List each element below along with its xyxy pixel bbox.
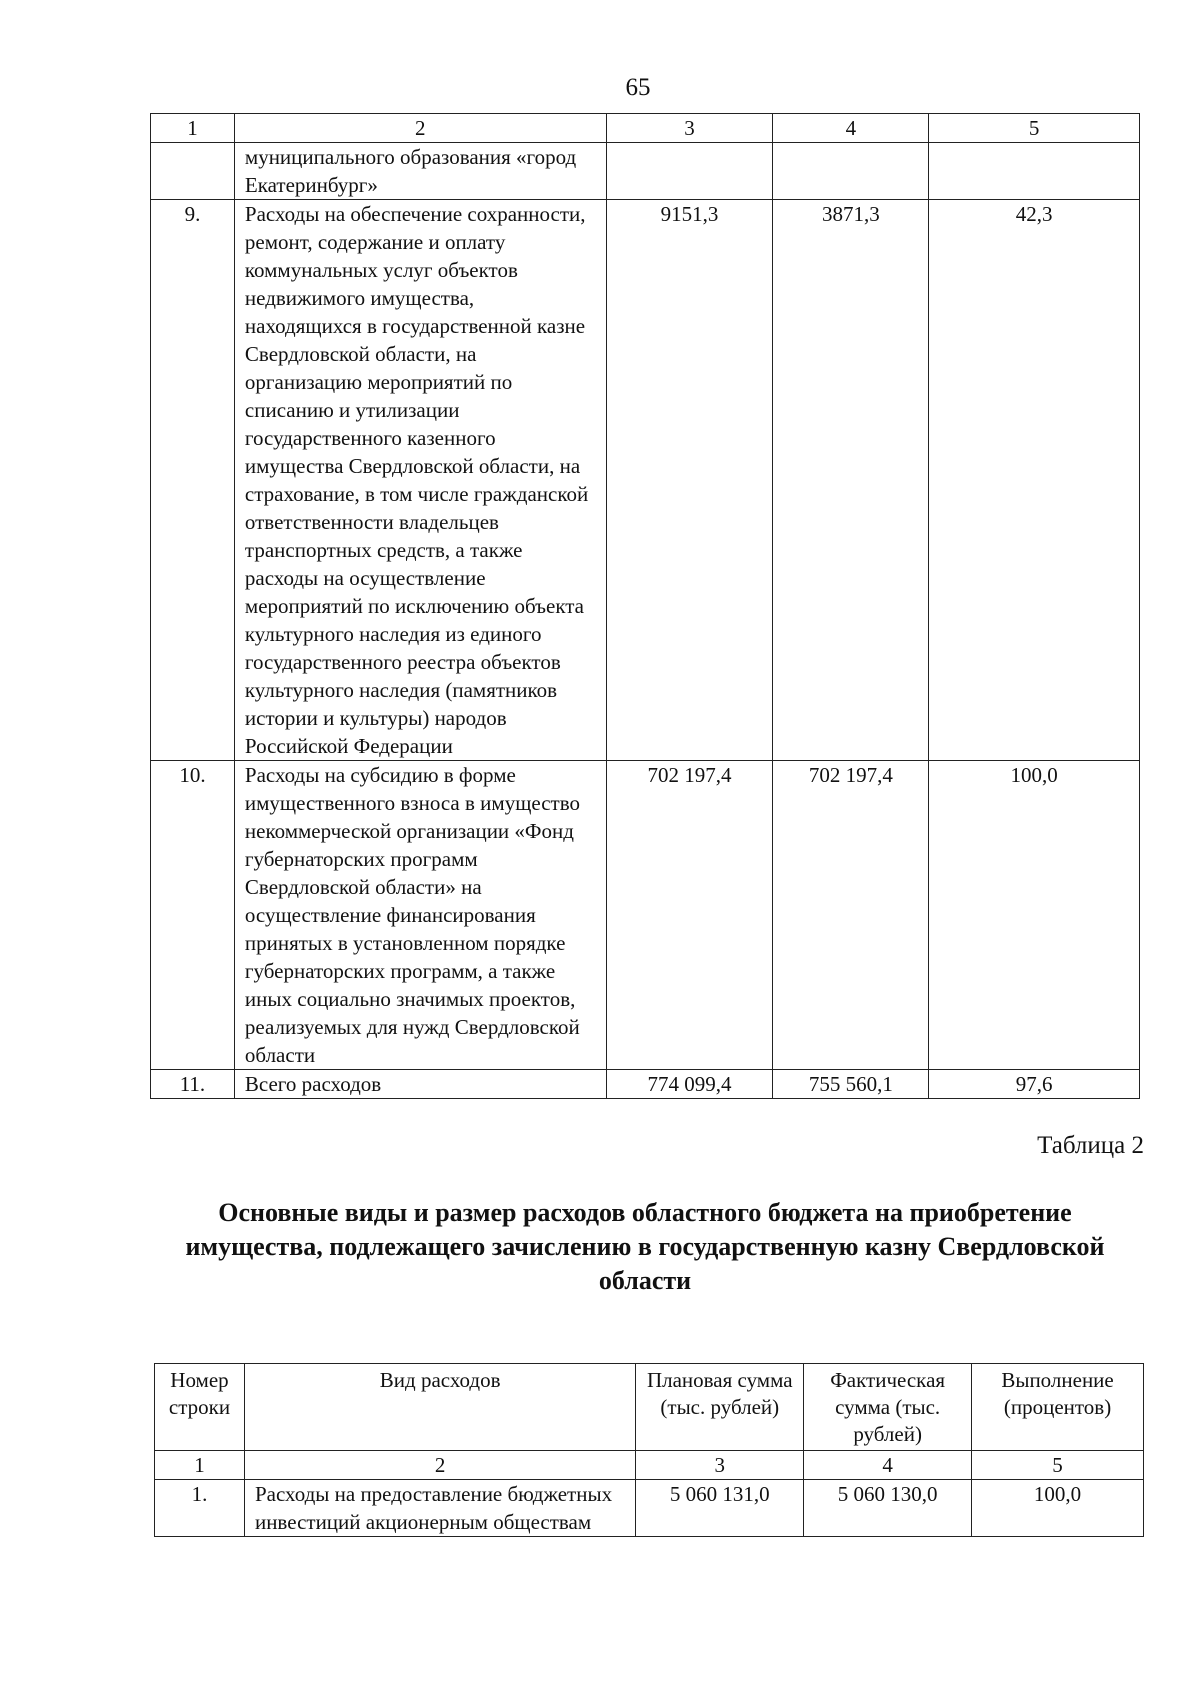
column-number-row (151, 114, 1140, 143)
row-number: 10. (151, 761, 235, 1070)
row-description: Всего расходов (234, 1070, 606, 1099)
plan-amount: 5 060 131,0 (636, 1480, 804, 1537)
fact-amount: 5 060 130,0 (804, 1480, 972, 1537)
execution-percent: 100,0 (929, 761, 1140, 1070)
plan-amount: 774 099,4 (606, 1070, 773, 1099)
row-description: Расходы на предоставление бюджетных инвестиций акционерным обществам (244, 1480, 635, 1537)
column-number: 2 (244, 1451, 635, 1480)
table-row (155, 1480, 1144, 1537)
total-row (151, 1070, 1140, 1099)
column-number: 4 (773, 114, 929, 143)
plan-amount: 9151,3 (606, 200, 773, 761)
column-number: 1 (151, 114, 235, 143)
column-number: 5 (972, 1451, 1144, 1480)
table-caption: Таблица 2 (1037, 1132, 1144, 1159)
column-number: 3 (636, 1451, 804, 1480)
continuation-row (151, 143, 1140, 200)
row-number: 9. (151, 200, 235, 761)
column-number: 2 (234, 114, 606, 143)
row-number: 11. (151, 1070, 235, 1099)
page-number: 65 (625, 74, 651, 101)
fact-amount: 702 197,4 (773, 761, 929, 1070)
column-number-row (155, 1451, 1144, 1480)
plan-amount: 702 197,4 (606, 761, 773, 1070)
table-row (151, 200, 1140, 761)
header-execution: Выполнение (процентов) (972, 1364, 1144, 1451)
header-row-number: Номер строки (155, 1364, 245, 1451)
acquisition-expenses-table (154, 1363, 1144, 1537)
fact-amount: 3871,3 (773, 200, 929, 761)
row-description: Расходы на субсидию в форме имущественного взноса в имущество некоммерческой организации «Фонд губернаторских программ Свердловской области» на осуществление финансирования принятых в установленном порядке губернаторских программ, а также иных социально значимых проектов, реализуемых для нужд Свердловской области (234, 761, 606, 1070)
table-title: Основные виды и размер расходов областного бюджета на приобретение имущества, подлежащего зачислению в государственную казну Свердловской области (185, 1198, 1105, 1295)
header-expense-kind: Вид расходов (244, 1364, 635, 1451)
execution-percent: 97,6 (929, 1070, 1140, 1099)
fact-amount: 755 560,1 (773, 1070, 929, 1099)
column-number: 3 (606, 114, 773, 143)
header-row (155, 1364, 1144, 1451)
table-row (151, 761, 1140, 1070)
column-number: 1 (155, 1451, 245, 1480)
column-number: 5 (929, 114, 1140, 143)
row-number: 1. (155, 1480, 245, 1537)
execution-percent: 100,0 (972, 1480, 1144, 1537)
expenses-table-continued (150, 113, 1140, 1099)
header-plan-amount: Плановая сумма (тыс. рублей) (636, 1364, 804, 1451)
header-fact-amount: Фактическая сумма (тыс. рублей) (804, 1364, 972, 1451)
row-description: муниципального образования «город Екатеринбург» (234, 143, 606, 200)
row-description: Расходы на обеспечение сохранности, ремонт, содержание и оплату коммунальных услуг объектов недвижимого имущества, находящихся в государственной казне Свердловской области, на организацию мероприятий по списанию и утилизации государственного казенного имущества Свердловской области, на страхование, в том числе гражданской ответственности владельцев транспортных средств, а также расходы на осуществление мероприятий по исключению объекта культурного наследия из единого государственного реестра объектов культурного наследия (памятников истории и культуры) народов Российской Федерации (234, 200, 606, 761)
execution-percent: 42,3 (929, 200, 1140, 761)
column-number: 4 (804, 1451, 972, 1480)
